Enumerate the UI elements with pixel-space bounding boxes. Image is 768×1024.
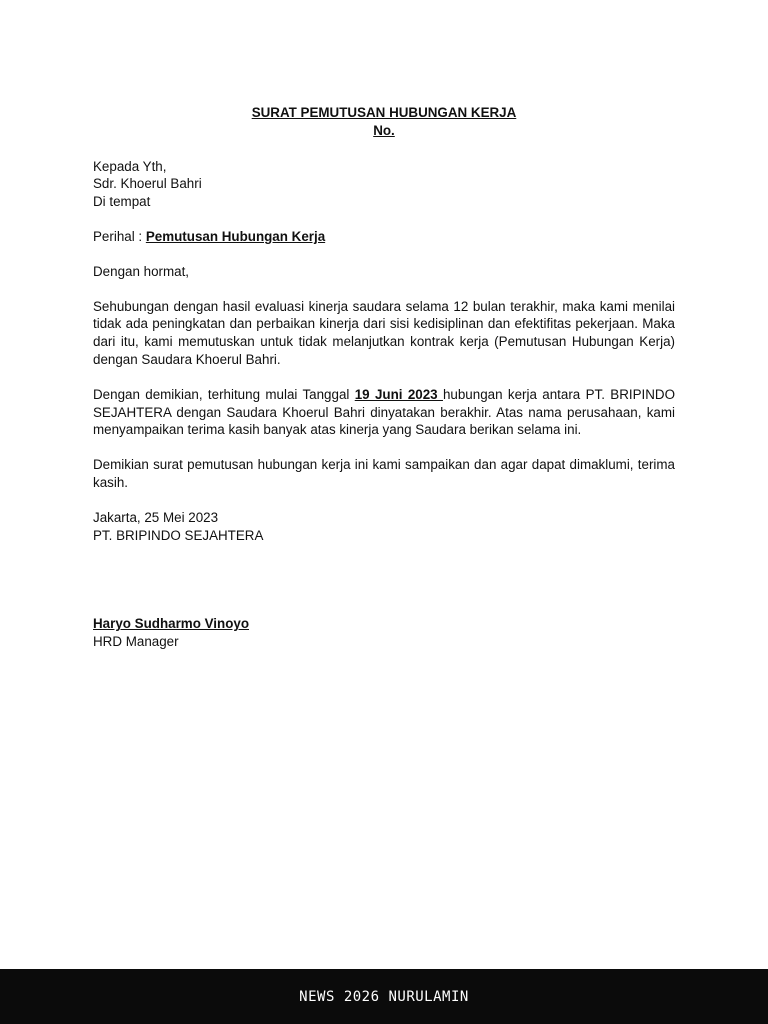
letter-number: No. bbox=[373, 122, 395, 138]
paragraph-2-body: hubungan kerja antara PT. BRIPINDO SEJAHTERA dengan Saudara Khoerul Bahri dinyatakan berakhir. Atas nama perusahaan, kami menyampaikan terima kasih banyak atas kinerja yang Saudara berikan selama ini. bbox=[93, 386, 675, 438]
greeting: Dengan hormat, bbox=[93, 263, 190, 279]
letter-header bbox=[93, 104, 675, 140]
paragraph-2 bbox=[93, 386, 675, 439]
recipient-line-1: Kepada Yth, bbox=[93, 158, 167, 174]
place-date: Jakarta, 25 Mei 2023 bbox=[93, 509, 219, 525]
signatory-name: Haryo Sudharmo Vinoyo bbox=[93, 616, 250, 632]
footer-banner bbox=[0, 969, 768, 1024]
signatory-title: HRD Manager bbox=[93, 634, 179, 650]
termination-date: 19 Juni 2023 bbox=[354, 386, 443, 402]
subject-text: Pemutusan Hubungan Kerja bbox=[145, 228, 326, 244]
recipient-block bbox=[93, 158, 675, 211]
subject-line bbox=[93, 228, 675, 246]
paragraph-1: Sehubungan dengan hasil evaluasi kinerja saudara selama 12 bulan terakhir, maka kami menilai tidak ada peningkatan dan perbaikan kinerja dari sisi kedisiplinan dan efektifitas pekerjaan. Maka dari itu, kami memutuskan untuk tidak melanjutkan kontrak kerja (Pemutusan Hubungan Kerja) dengan Saudara Khoerul Bahri. bbox=[93, 298, 675, 367]
letter-title: SURAT PEMUTUSAN HUBUNGAN KERJA bbox=[251, 105, 517, 120]
paragraph-3: Demikian surat pemutusan hubungan kerja ini kami sampaikan dan agar dapat dimaklumi, terima kasih. bbox=[93, 457, 675, 490]
company-name: PT. BRIPINDO SEJAHTERA bbox=[93, 527, 264, 543]
letter-body bbox=[93, 104, 675, 651]
recipient-name: Sdr. Khoerul Bahri bbox=[93, 176, 202, 192]
recipient-location: Di tempat bbox=[93, 194, 151, 210]
footer-text: NEWS 2026 NURULAMIN bbox=[299, 988, 469, 1005]
subject-label: Perihal : bbox=[93, 228, 146, 244]
paragraph-2-intro: Dengan demikian, terhitung mulai Tanggal bbox=[93, 386, 355, 402]
